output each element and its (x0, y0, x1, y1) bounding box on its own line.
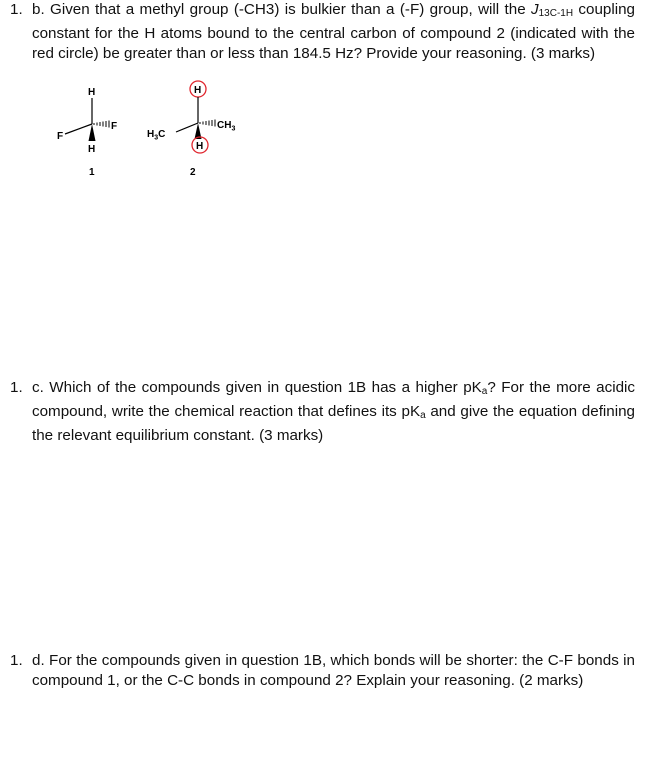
compound-1-label: 1 (89, 167, 95, 178)
c2-hashed-bond (200, 120, 215, 127)
ka-subscript: a (481, 386, 488, 397)
compound-2 (147, 81, 235, 178)
c2-top-h: H (194, 85, 202, 96)
compound-2-label: 2 (190, 167, 196, 178)
c2-bond-left (176, 123, 198, 132)
c2-bottom-h: H (196, 141, 204, 152)
j-subscript: 13C-1H (538, 8, 574, 19)
structures-figure (50, 78, 270, 184)
question-number: 1. (10, 379, 23, 396)
question-1c (10, 378, 635, 446)
c1-left-f: F (57, 131, 64, 142)
question-number: 1. (10, 652, 23, 669)
c1-right-f: F (111, 121, 118, 132)
c1-top-h: H (88, 87, 96, 98)
question-1d (10, 651, 635, 691)
question-1c-text: c. Which of the compounds given in question 1B has a higher $pK_a$? For the more acidic compound, write the chemical reaction that defines its $pK_a$ and give the equation defining the relevant equilibrium constant. (3 marks) (32, 379, 636, 444)
compound-1 (57, 87, 117, 178)
j-symbol: J (531, 1, 539, 18)
c1-wedge-bond (89, 124, 96, 141)
question-1d-text: d. For the compounds given in question 1B, which bonds will be shorter: the C-F bonds in compound 1, or the C-C bonds in compound 2? Explain your reasoning. (2 marks) (32, 652, 635, 689)
c1-hashed-bond (94, 121, 109, 128)
c1-bond-left (65, 124, 92, 134)
question-1b (10, 0, 635, 64)
c1-bottom-h: H (88, 144, 96, 155)
question-1b-text: b. Given that a methyl group (-CH3) is bulkier than a (-F) group, will the $J_{13C-1H}$ coupling constant for the H atoms bound to the central carbon of compound 2 (indicated with the red circle) be greater than or less than 184.5 Hz? Provide your reasoning. (3 marks) (32, 1, 635, 62)
ka-subscript-2: a (420, 410, 426, 421)
c2-right-group: $CH_3$ (217, 120, 236, 133)
c2-left-group: $H_3C$ (147, 129, 166, 142)
question-number: 1. (10, 1, 23, 18)
